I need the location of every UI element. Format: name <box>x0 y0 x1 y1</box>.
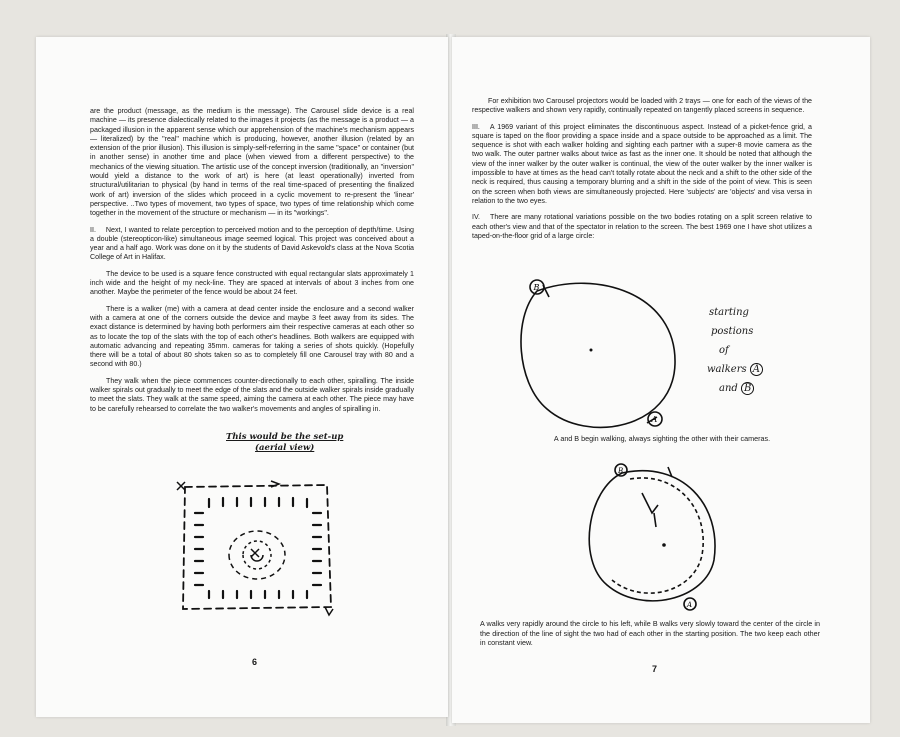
paragraph-text: They walk when the piece commences counter-directionally to each other, spiralling. The inside walker spirals out gradually to meet the edge of the slats and the outside walker spirals inside gradually to meet the slats. They walk at the same speed, aiming the camera at each other. The piece may have to be carefully rehearsed to correlate the two walker's movements and angles of spiralling in. <box>90 376 414 413</box>
paragraph-text: There is a walker (me) with a camera at dead center inside the enclosure and a second walker with a camera at one of the corners outside the device and maybe 3 feet away from its sides. The exact distance is determined by having both performers aim their respective cameras at each other so as to locate the top of the slats with the top of each other's headlines. Both walkers are equipped with automatic advancing and repeating 35mm. cameras for taking a series of shots quickly. (Hopefully there will be a total of about 80 shots taken so as to completely fill one Carousel tray with 80 and a second with 80.) <box>90 304 414 369</box>
page-number: 6 <box>252 657 258 667</box>
paragraph-text: For exhibition two Carousel projectors would be loaded with 2 trays — one for each of the views of the respective walkers and shown very rapidly, continually repeated on tangently placed screens in sequence. <box>472 97 812 115</box>
paragraph <box>90 226 414 263</box>
paragraph <box>90 305 414 370</box>
marker-b-2: B <box>618 467 624 475</box>
paragraph-text: are the product (message, as the medium is the message). The Carousel slide device is a real machine — its presence dialectically related to the images it projects (as the message is a product — a packaged illusion in the apparent sense which our apprehension of the machine's mechanism appears — literalized) by the "real" machine which is producing, however, another illusion (related by an extension of the prior illusion). This illusion is simply-self-referring in the same "space" or container (but in another sense) in another time and place (when viewed from a different perspective) to the mechanics of the viewing situation. The artistic use of the concept inversion (traditionally, an "inversion" would yield a distance to the work of art) is here (at least operationally) inverted from structural/utilitarian to physical (by hand in terms of the real time-spaced of presenting the finalized work of art) inversion of the slides which proceed in a cyclic movement to re-present the 'linear' perspective. ..Two types of movement, two types of space, two types of time relationship which come together in the movement of the structure or mechanism — in its "workings". <box>90 107 414 218</box>
section-number: III. <box>472 122 480 131</box>
marker-a-2: A <box>687 601 693 609</box>
paragraph <box>472 123 812 207</box>
paragraph <box>90 107 414 219</box>
circle-diagram-walking <box>582 465 722 615</box>
starting-positions-note: starting postions of walkers A and B <box>707 303 763 398</box>
paragraph-text: A 1969 variant of this project eliminates the discontinuous aspect. Instead of a picket-fence grid, a square is taped on the floor providing a space inside and a space outside to be approached as a limit. The sequence is shot with each walker holding and sighting each partner with a super-8 movie camera as the two walk. The outer partner walks about twice as fast as the inner one. It should be noted that although the view of the inner walker by the outer walker is continual, the view of the outer walker by the inner walker is impossible to have at times as the head can't totally rotate about the neck and a shift to the other side of the neck is required, thus causing a temporary blurring and a shift in the side of the point of view. This is seen on the screen when both views are simultaneously projected. Here 'subjects' are 'objects' and visa versa in relation to the two eyes. <box>472 122 812 205</box>
page-number: 7 <box>652 664 658 674</box>
paragraph <box>90 270 414 298</box>
marker-a: A <box>651 415 658 424</box>
left-page-text <box>90 107 414 421</box>
paragraph-text: There are many rotational variations possible on the two bodies rotating on a split screen relative to each other's view and that of the spectator in relation to the screen. The best 1969 one I have shot utilizes a taped-on-the-floor grid of a large circle: <box>472 213 812 240</box>
sketch-note: This would be the set-up (aerial view) <box>226 432 344 453</box>
right-page-text <box>472 97 812 248</box>
paragraph-text: Next, I wanted to relate perception to perceived motion and to the perception of depth/time. Using a double (stereopticon-like) simultaneous image seemed logical. This project was conceived about a year and a half ago. Work was done on it by the students of David Askevold's class at the Nova Scotia College of Art in Halifax. <box>90 225 414 262</box>
right-page <box>452 37 870 723</box>
paragraph <box>90 377 414 414</box>
caption-start: A and B begin walking, always sighting the other with their cameras. <box>553 434 771 443</box>
left-page <box>36 37 448 717</box>
paragraph <box>472 213 812 241</box>
marker-b: B <box>533 283 540 292</box>
section-number: II. <box>90 225 96 234</box>
fence-spiral-sketch <box>171 467 341 617</box>
paragraph-text: The device to be used is a square fence constructed with equal rectangular slats approximately 1 inch wide and the height of my neck-line. They are spaced at intervals of about 3 inches from one another. Maybe the perimeter of the fence would be about 24 feet. <box>90 269 414 297</box>
section-number: IV. <box>472 213 481 222</box>
caption-walking: A walks very rapidly around the circle to his left, while B walks very slowly toward the center of the circle in the direction of the line of sight the two had of each other in the starting position. The two keep each other in constant view. <box>480 619 820 647</box>
paragraph <box>472 97 812 116</box>
circle-diagram-start <box>517 279 687 444</box>
